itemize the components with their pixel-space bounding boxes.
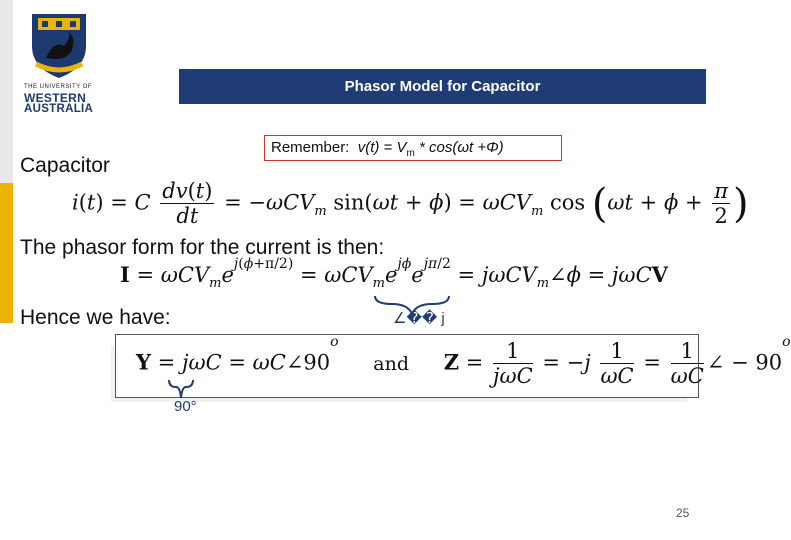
logo-line-1: WESTERN <box>24 91 87 105</box>
phasor-current-equation: $I = \omega CV_me^{j(\phi+\pi/2)} = \omega CV_me^{j\phi}e^{j\pi/2}$ = jωCV$_m$∠ϕ = jωCV <box>120 256 668 292</box>
logo-small-text: THE UNIVERSITY OF <box>24 84 93 90</box>
remember-prefix: Remember: <box>271 139 350 156</box>
remember-formula-sub: m <box>406 148 415 159</box>
left-bar-top <box>0 0 13 183</box>
heading-phasor-form: The phasor form for the current is then: <box>20 236 385 259</box>
heading-hence: Hence we have: <box>20 306 171 329</box>
admittance-impedance-equation: $Y = j\omega C = \omega C\angle 90^o$ and Z = $\frac{1}{\text{jωC}}$ = −j $\frac{1}{\omega C}$ = $\frac{1}{\omega C}$ ∠ − $90^o$ <box>136 334 791 389</box>
page-number: 25 <box>676 506 690 520</box>
slide-title: Phasor Model for Capacitor <box>344 78 541 95</box>
title-bar <box>179 69 706 104</box>
remember-box <box>264 135 562 161</box>
remember-formula-a: v(t) = V <box>357 139 407 156</box>
annotation-j: ∠�� j <box>393 310 445 327</box>
left-bar-gold <box>0 183 13 323</box>
brace-90-icon <box>166 378 196 400</box>
annotation-90-degrees: 90° <box>174 398 197 415</box>
current-equation: i(t) = C $\frac{dv(t)}{dt}$ = −ωCV$_m$ sin(ωt + ϕ) = ωCV$_m$ cos (ωt + ϕ + $\frac{\pi}{2}$ ) <box>72 179 749 229</box>
logo-line-2: AUSTRALIA <box>24 103 94 115</box>
heading-capacitor: Capacitor <box>20 154 110 177</box>
university-crest-icon <box>24 10 94 80</box>
remember-formula-b: * cos(ωt +Φ) <box>414 139 504 156</box>
